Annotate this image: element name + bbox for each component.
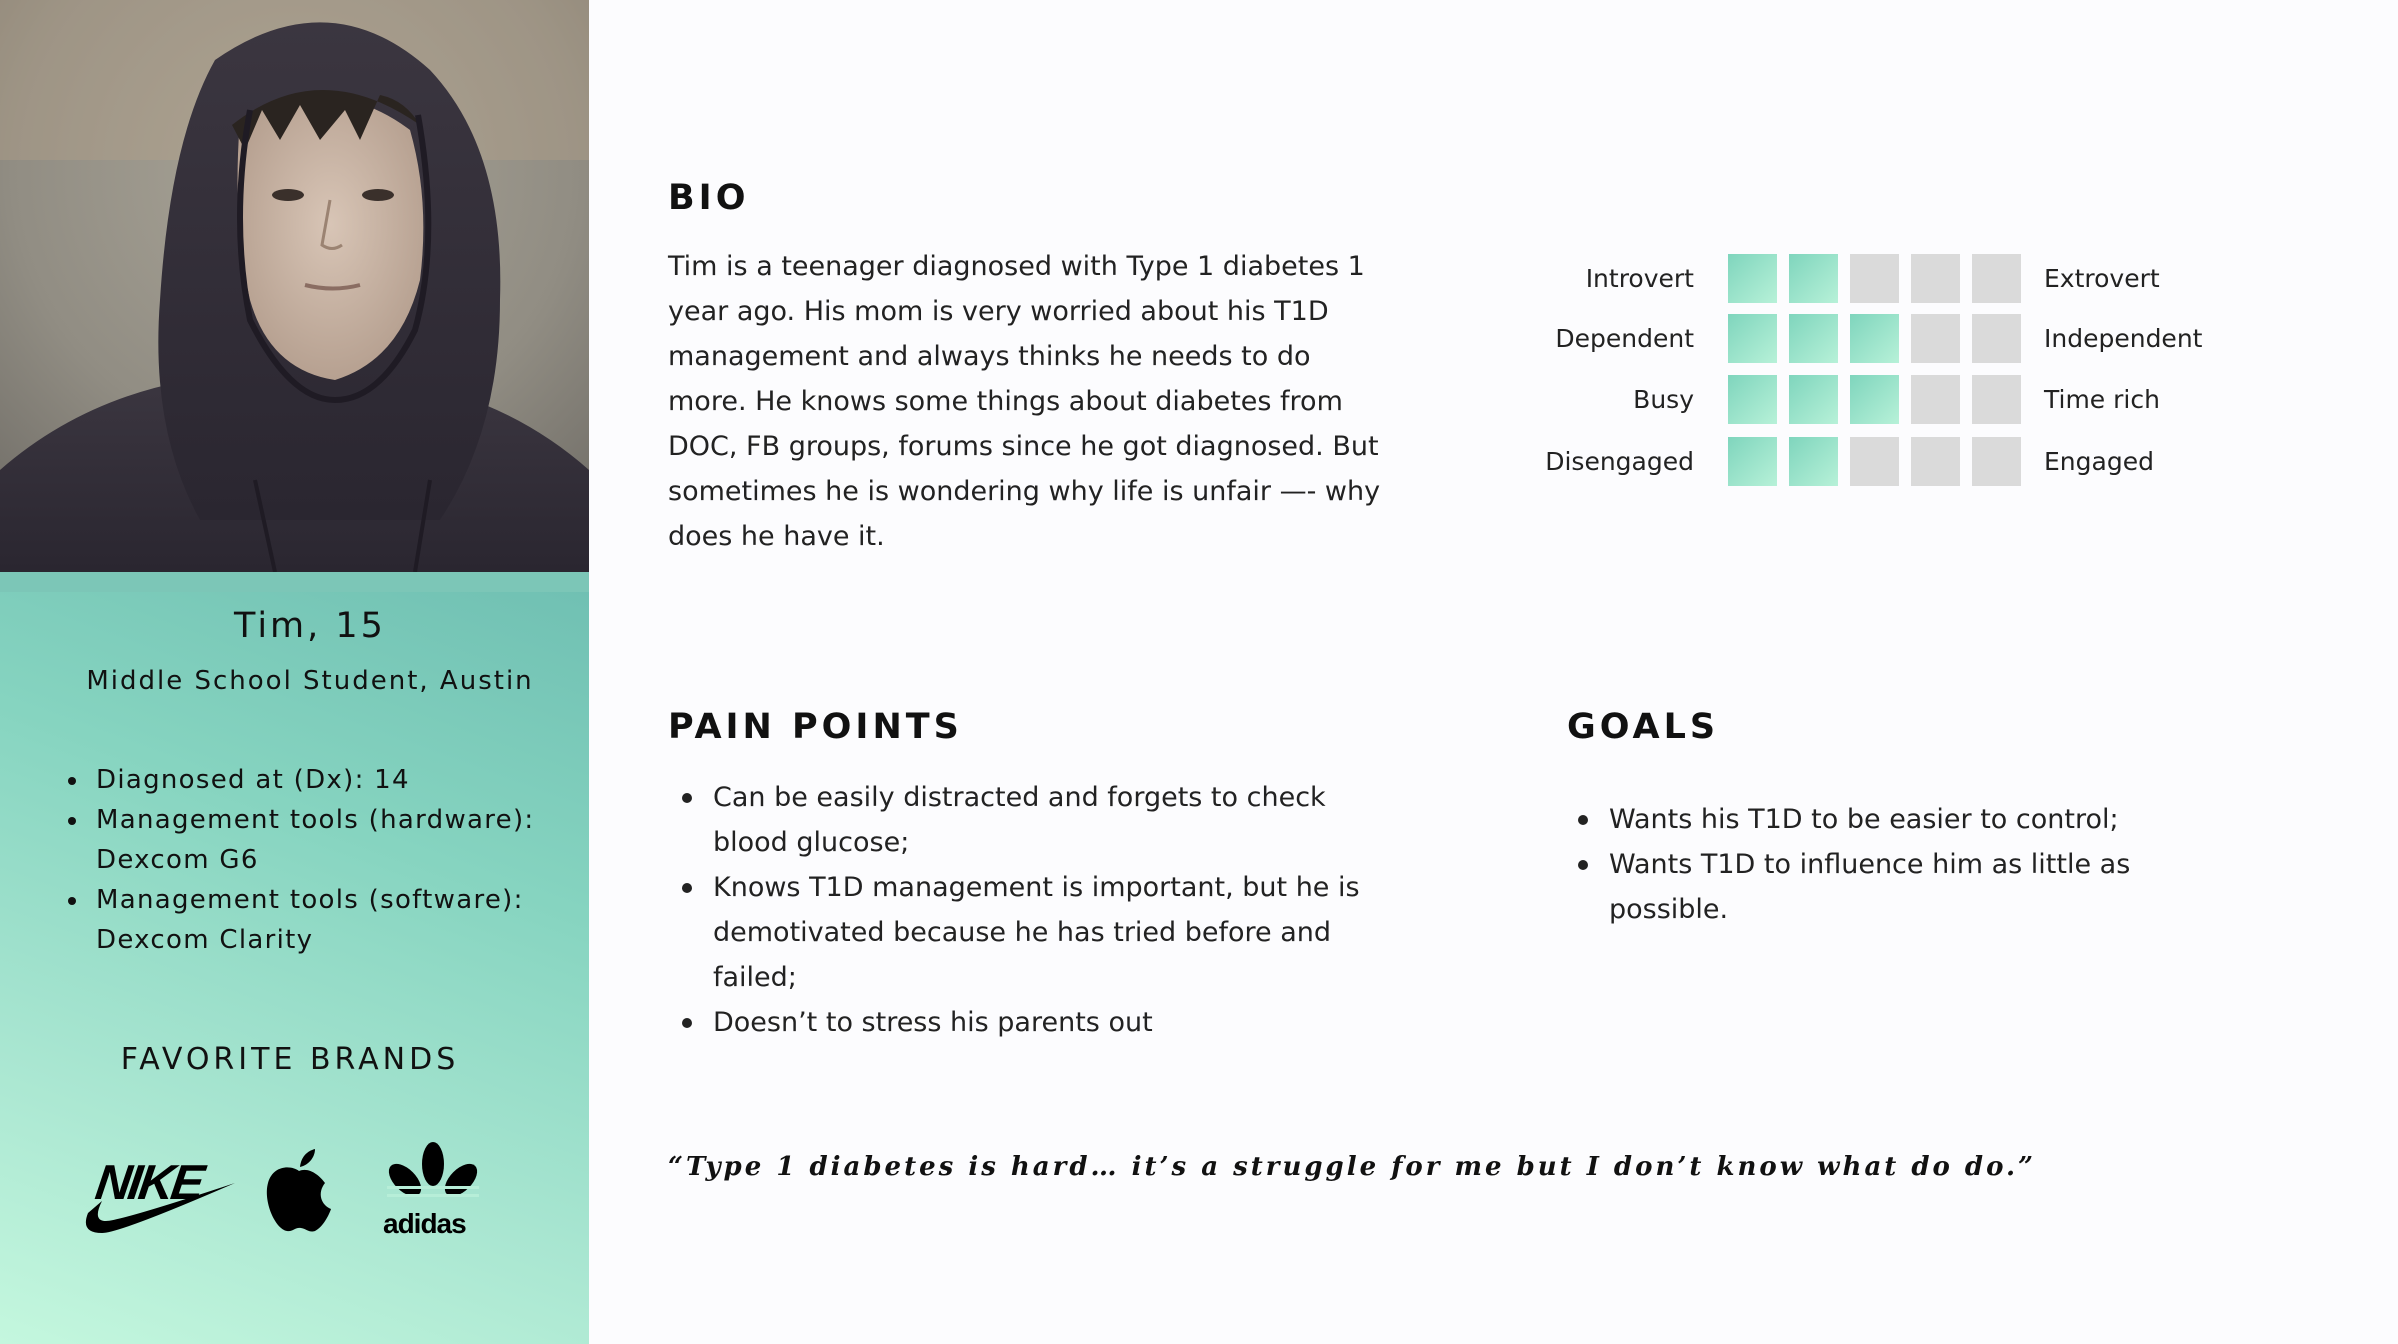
pain-points-heading: PAIN POINTS: [668, 707, 963, 747]
trait-level-empty: [1850, 437, 1899, 486]
apple-icon: [263, 1147, 335, 1233]
favorite-brands-title: FAVORITE BRANDS: [120, 1042, 460, 1077]
trait-level-filled: [1728, 254, 1777, 303]
pain-points-list: [680, 775, 1380, 1045]
persona-facts-list: [68, 760, 568, 960]
trait-level-filled: [1850, 314, 1899, 363]
trait-level-filled: [1728, 437, 1777, 486]
trait-level-empty: [1911, 314, 1960, 363]
trait-level-filled: [1789, 314, 1838, 363]
bio-text: Tim is a teenager diagnosed with Type 1 diabetes 1 year ago. His mom is very worried about his T1D management and always thinks he needs to do more. He knows some things about diabetes from DOC, FB groups, forums since he got diagnosed. But sometimes he is wondering why life is unfair —- why does he have it.: [668, 251, 1381, 552]
trait-scale-row: [0, 375, 2398, 425]
brand-name-adidas: adidas: [383, 1208, 466, 1239]
goals-heading: GOALS: [1567, 707, 1720, 747]
trait-level-filled: [1789, 254, 1838, 303]
bio-heading: BIO: [668, 178, 750, 218]
list-item: Wants his T1D to be easier to control;: [1576, 797, 2136, 842]
trait-level-empty: [1972, 314, 2021, 363]
trait-level-empty: [1911, 375, 1960, 424]
trait-left-label: Disengaged: [1545, 447, 1694, 476]
trait-left-label: Busy: [1633, 385, 1694, 414]
trait-right-label: Independent: [2044, 324, 2203, 353]
list-item: Diagnosed at (Dx): 14: [68, 760, 568, 800]
trait-right-label: Engaged: [2044, 447, 2154, 476]
trait-right-label: Time rich: [2044, 385, 2160, 414]
trait-level-empty: [1850, 254, 1899, 303]
persona-card: [0, 0, 589, 1344]
list-item: Knows T1D management is important, but he is demotivated because he has tried before and failed;: [680, 865, 1380, 1000]
trait-level-empty: [1911, 254, 1960, 303]
brand-name-nike: NIKE: [92, 1156, 205, 1210]
list-item: Doesn’t to stress his parents out: [680, 1000, 1380, 1045]
list-item: Can be easily distracted and forgets to check blood glucose;: [680, 775, 1380, 865]
trait-right-label: Extrovert: [2044, 264, 2160, 293]
trait-level-filled: [1728, 314, 1777, 363]
trait-level-filled: [1850, 375, 1899, 424]
trait-scale-row: [0, 437, 2398, 487]
panel-divider: [0, 572, 589, 592]
trait-left-label: Introvert: [1585, 264, 1694, 293]
trait-level-empty: [1911, 437, 1960, 486]
trait-scale-row: [0, 254, 2398, 304]
list-item: Management tools (software): Dexcom Clarity: [68, 880, 568, 960]
trait-level-empty: [1972, 437, 2021, 486]
trait-level-filled: [1789, 375, 1838, 424]
persona-info-panel: [0, 572, 589, 1344]
persona-quote: “Type 1 diabetes is hard… it’s a struggle for me but I don’t know what do do.”: [668, 1152, 2036, 1182]
trait-level-empty: [1972, 254, 2021, 303]
list-item: Management tools (hardware): Dexcom G6: [68, 800, 568, 880]
persona-role: Middle School Student, Austin: [86, 666, 534, 696]
trait-level-empty: [1972, 375, 2021, 424]
trait-level-filled: [1789, 437, 1838, 486]
list-item: Wants T1D to influence him as little as possible.: [1576, 842, 2136, 932]
trait-left-label: Dependent: [1555, 324, 1694, 353]
trait-scale-row: [0, 314, 2398, 364]
goals-list: [1576, 797, 2136, 932]
trait-level-filled: [1728, 375, 1777, 424]
persona-name: Tim, 15: [234, 606, 386, 646]
